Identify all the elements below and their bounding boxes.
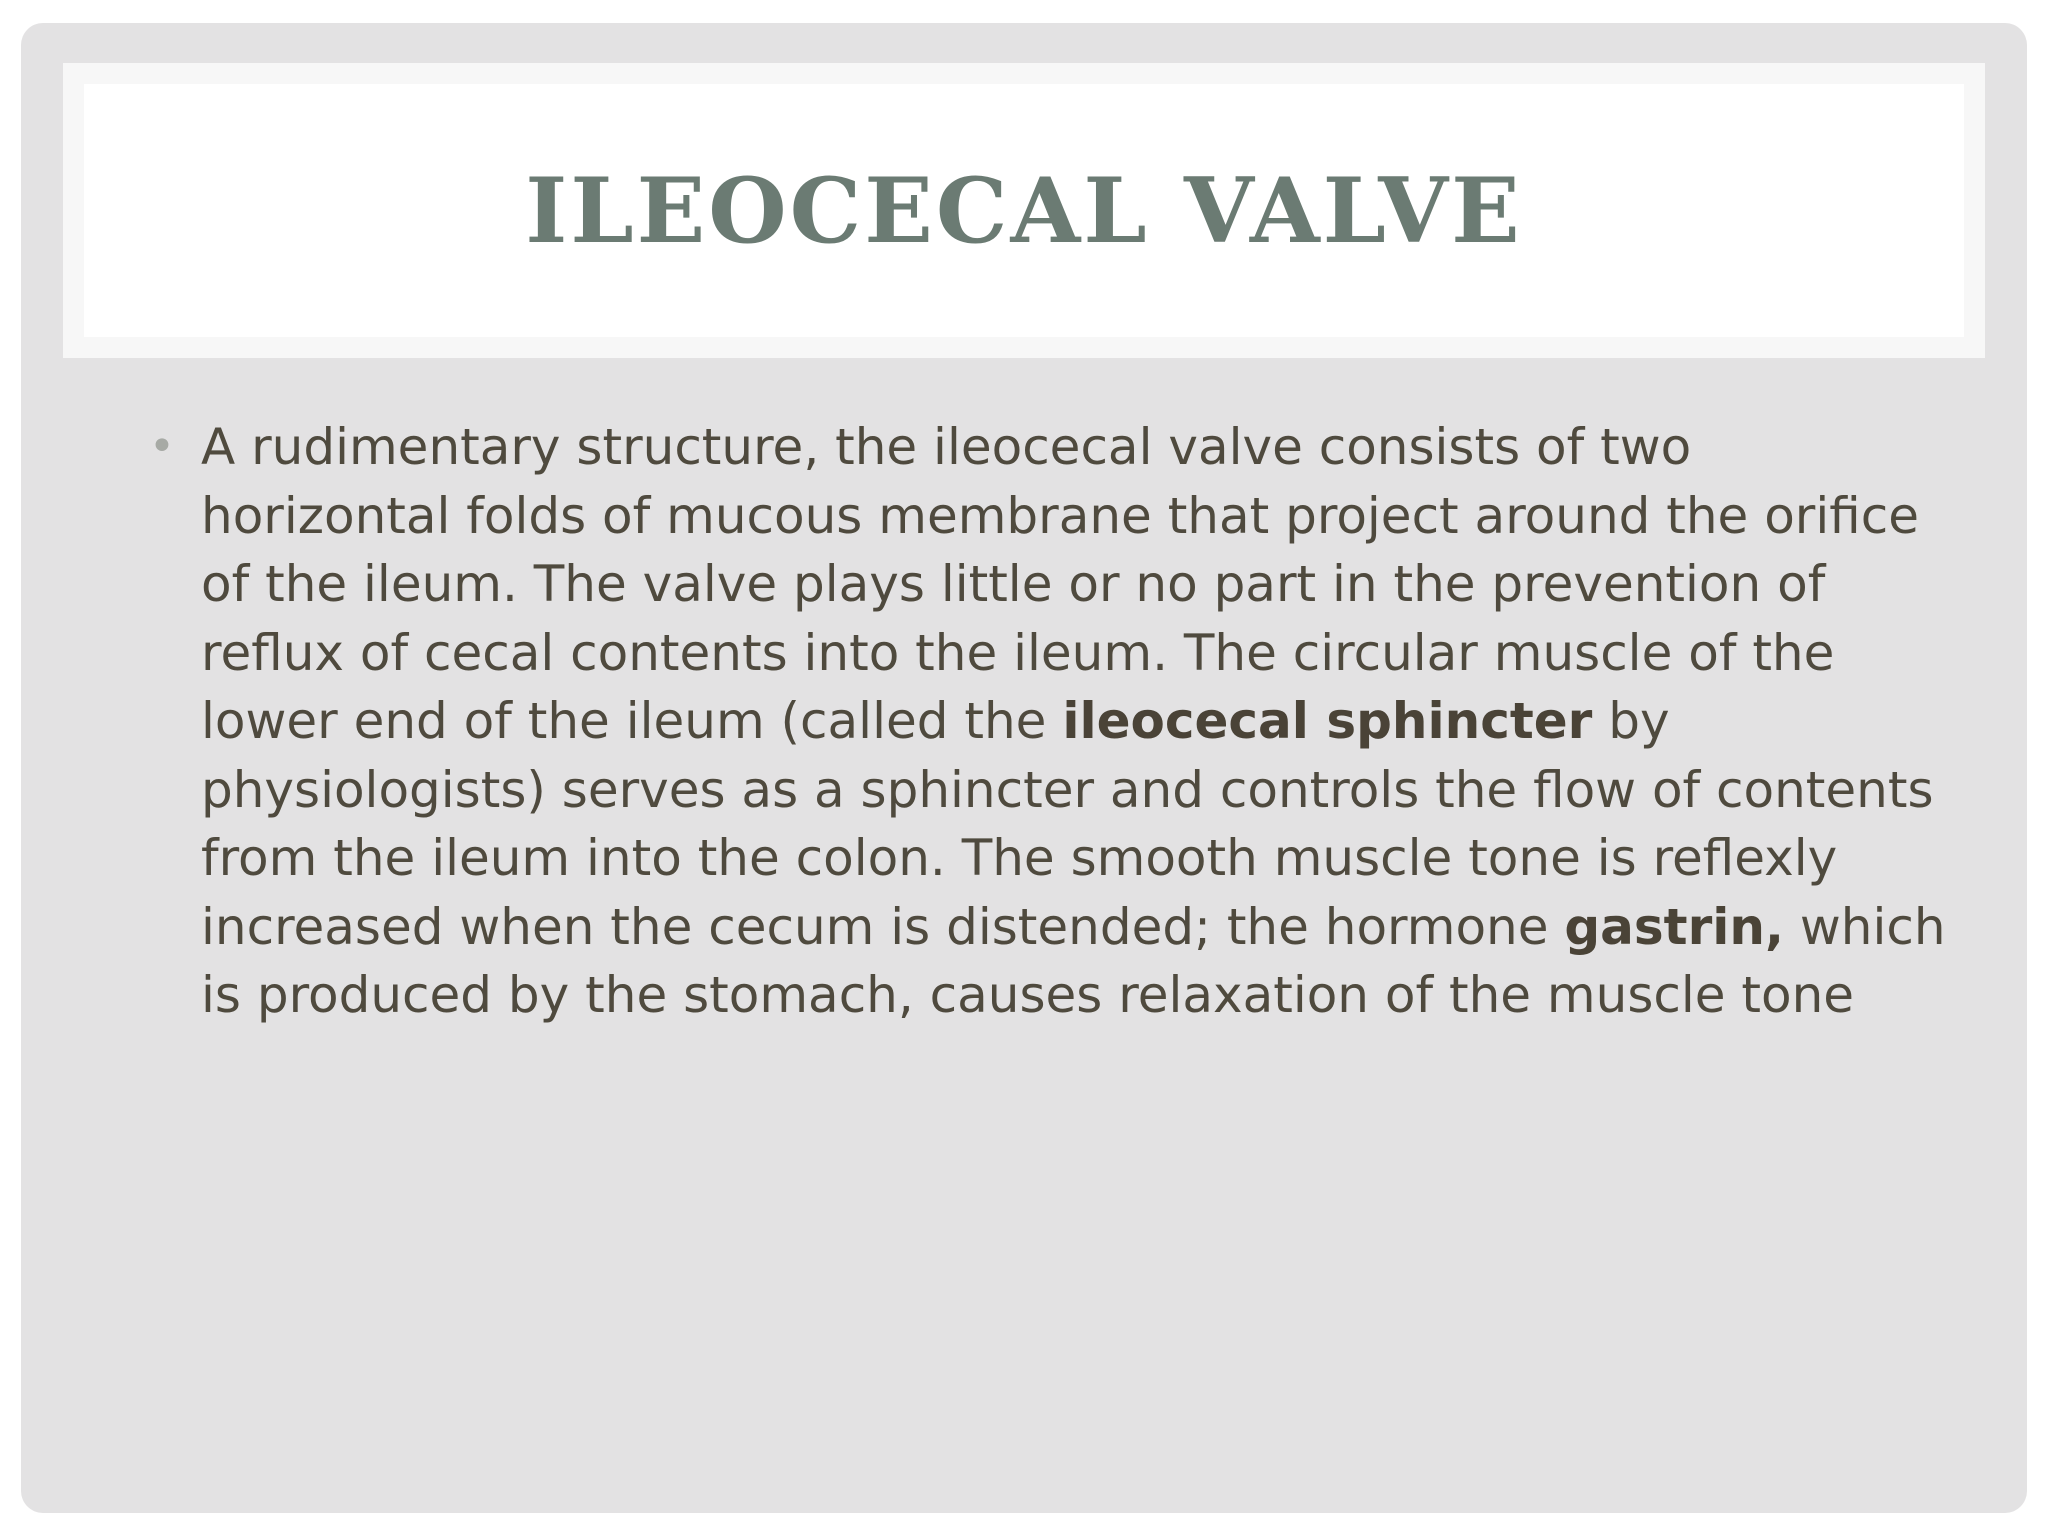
slide [21,23,2027,1513]
title-box [63,63,1985,358]
bullet-text-part-2: by physiologists) serves as a sphincter and controls the flow of contents from the ileum into the colon. The smooth muscle tone is reflexly increased when the cecum is distended; the hormone [201,692,1934,956]
bold-term-ileocecal-sphincter: ileocecal sphincter [1062,692,1593,750]
bold-term-gastrin: gastrin, [1564,897,1784,956]
slide-title: ILEOCECAL VALVE [525,157,1523,264]
bullet-text-part-3: which is produced by the stomach, causes relaxation of the muscle tone [201,897,1946,1024]
bullet-icon: • [149,421,175,472]
bullet-list [149,413,1949,1030]
bullet-text-part-1: A rudimentary structure, the ileocecal valve consists of two horizontal folds of mucous membrane that project around the orifice of the ileum. The valve plays little or no part in the prevention of reflux of cecal contents into the ileum. The circular muscle of the lower end of the ileum (called the [201,418,1919,750]
bullet-item [149,413,1949,1030]
